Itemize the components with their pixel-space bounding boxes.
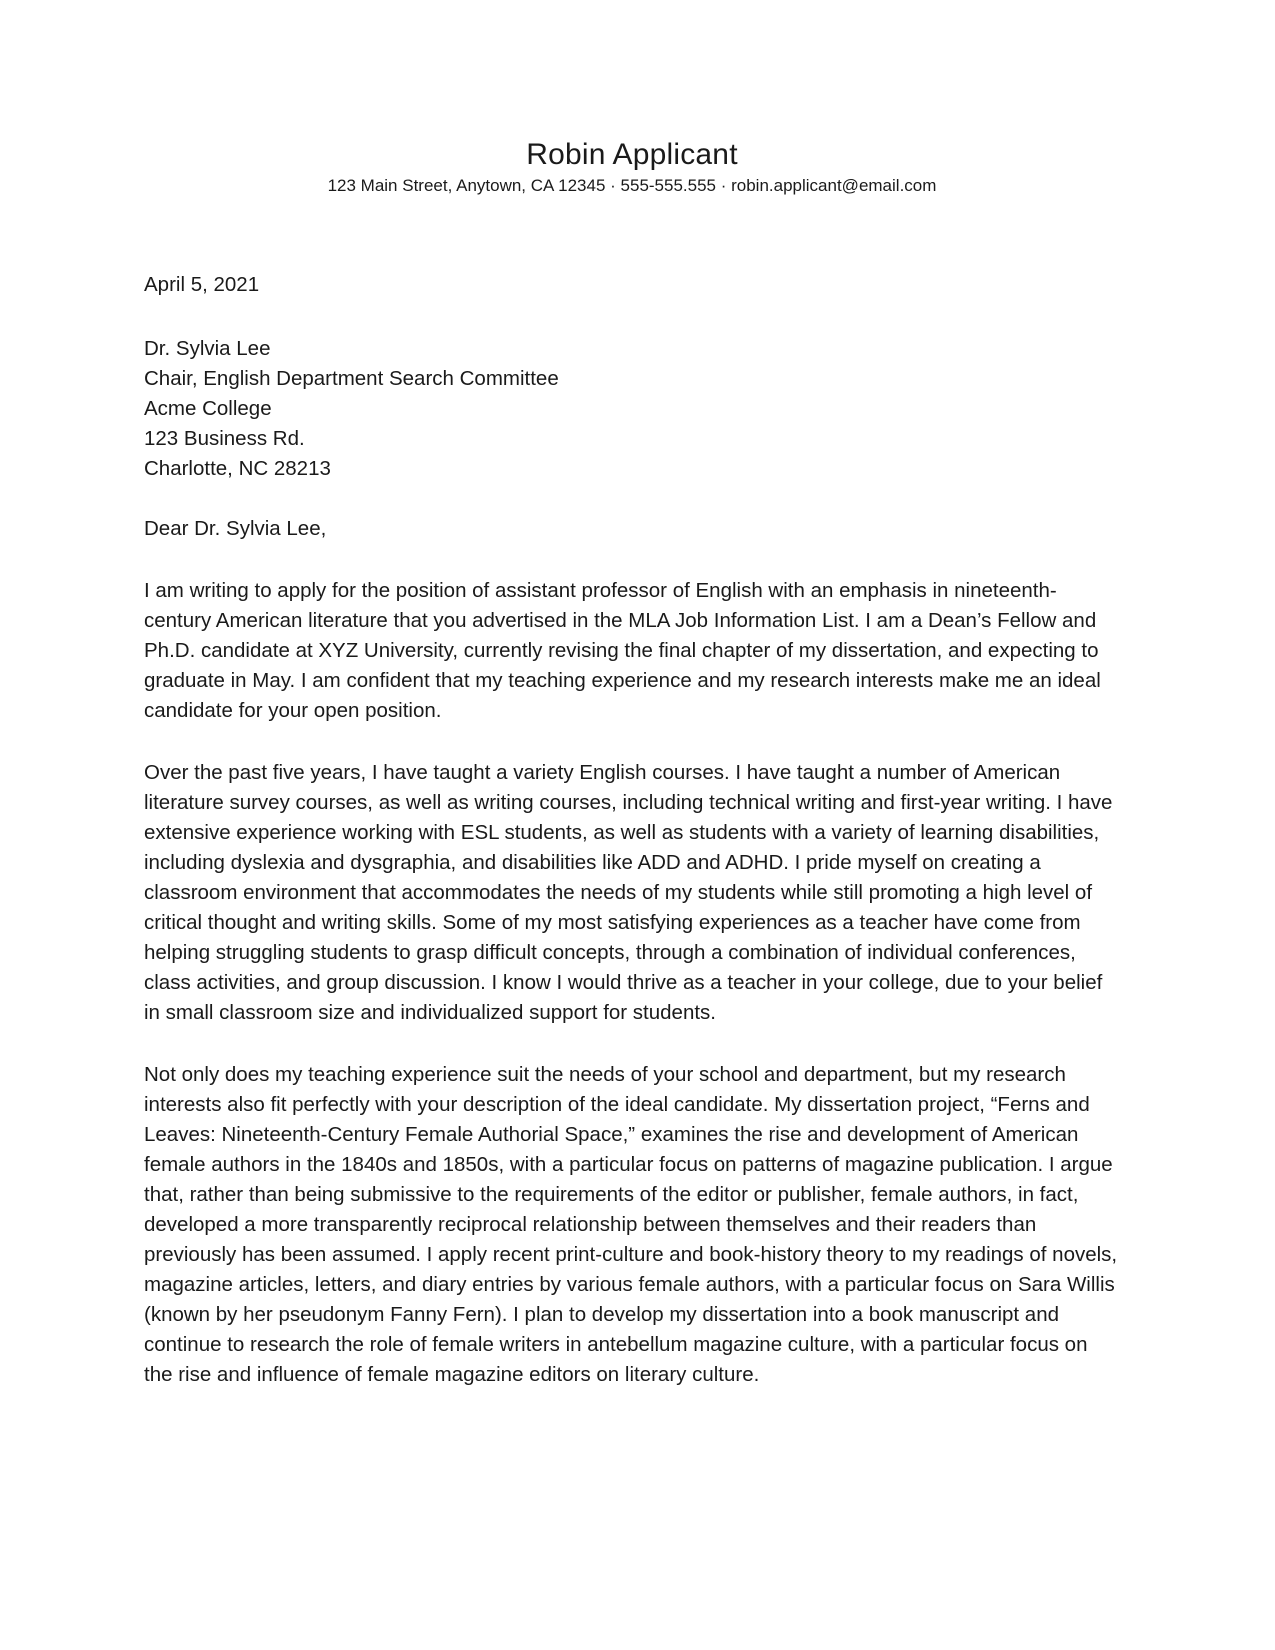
recipient-city-state-zip: Charlotte, NC 28213 — [144, 457, 331, 480]
sender-name: Robin Applicant — [526, 138, 738, 171]
salutation: Dear Dr. Sylvia Lee, — [144, 517, 327, 540]
body-paragraph-intro: I am writing to apply for the position of assistant professor of English with an emphasis in nineteenth-century American literature that you advertised in the MLA Job Information List. I am a Dean’s Fellow and Ph.D. candidate at XYZ University, currently revising the final chapter of my dissertation, and expecting to graduate in May. I am confident that my teaching experience and my research interests make me an ideal candidate for your open position. — [144, 579, 1101, 722]
recipient-block — [144, 334, 1120, 484]
letter-body — [144, 270, 1120, 1390]
letter-date: April 5, 2021 — [144, 273, 260, 296]
letter-header — [144, 136, 1120, 198]
sender-contact-line: 123 Main Street, Anytown, CA 12345 · 555-555.555 · robin.applicant@email.com — [327, 176, 937, 195]
recipient-name: Dr. Sylvia Lee — [144, 337, 271, 360]
body-paragraph-research-interests: Not only does my teaching experience suit the needs of your school and department, but my research interests also fit perfectly with your description of the ideal candidate. My dissertation project, “Ferns and Leaves: Nineteenth-Century Female Authorial Space,” examines the rise and development of American female authors in the 1840s and 1850s, with a particular focus on patterns of magazine publication. I argue that, rather than being submissive to the requirements of the editor or publisher, female authors, in fact, developed a more transparently reciprocal relationship between themselves and their readers than previously has been assumed. I apply recent print-culture and book-history theory to my readings of novels, magazine articles, letters, and diary entries by various female authors, with a particular focus on Sara Willis (known by her pseudonym Fanny Fern). I plan to develop my dissertation into a book manuscript and continue to research the role of female writers in antebellum magazine culture, with a particular focus on the rise and influence of female magazine editors on literary culture. — [144, 1063, 1118, 1386]
recipient-title: Chair, English Department Search Committee — [144, 367, 559, 390]
body-paragraph-teaching-experience: Over the past five years, I have taught a variety English courses. I have taught a number of American literature survey courses, as well as writing courses, including technical writing and first-year writing. I have extensive experience working with ESL students, as well as students with a variety of learning disabilities, including dyslexia and dysgraphia, and disabilities like ADD and ADHD. I pride myself on creating a classroom environment that accommodates the needs of my students while still promoting a high level of critical thought and writing skills. Some of my most satisfying experiences as a teacher have come from helping struggling students to grasp difficult concepts, through a combination of individual conferences, class activities, and group discussion. I know I would thrive as a teacher in your college, due to your belief in small classroom size and individualized support for students. — [144, 761, 1113, 1024]
recipient-street-address: 123 Business Rd. — [144, 427, 305, 450]
recipient-organization: Acme College — [144, 397, 272, 420]
